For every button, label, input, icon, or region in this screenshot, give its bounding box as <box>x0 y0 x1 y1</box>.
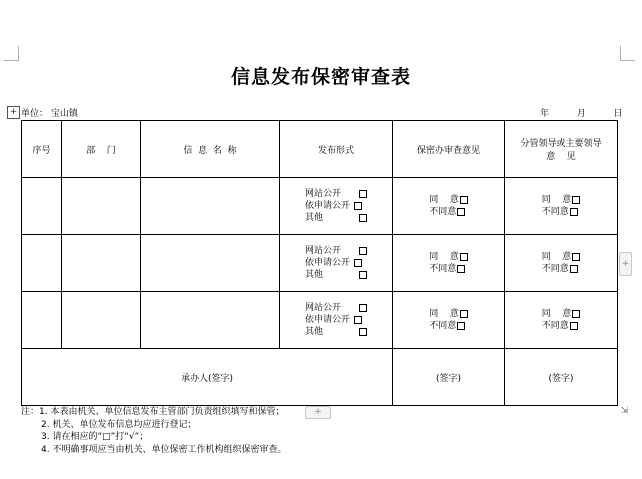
form-option-application[interactable] <box>305 200 367 212</box>
cell-security-opinion[interactable] <box>393 178 505 235</box>
cell-dept[interactable] <box>62 292 141 349</box>
form-options <box>305 188 367 224</box>
header-info-name[interactable]: 信 息 名 称 <box>141 121 280 178</box>
cell-leader-signature[interactable] <box>505 349 618 406</box>
cell-security-opinion[interactable] <box>393 292 505 349</box>
opinion-disagree[interactable] <box>429 320 467 332</box>
opinion-options <box>542 251 580 275</box>
opinion-agree-label: 同 意 <box>541 309 572 319</box>
opinion-disagree-label: 不同意 <box>541 207 569 217</box>
cell-security-opinion[interactable] <box>393 235 505 292</box>
form-option-label: 依申请公开 <box>304 315 350 325</box>
checkbox-icon[interactable] <box>354 259 362 267</box>
form-option-other[interactable] <box>305 212 367 224</box>
checkbox-icon[interactable] <box>359 271 367 279</box>
form-option-label: 其他 <box>304 213 323 223</box>
opinion-disagree-label: 不同意 <box>429 264 457 274</box>
checkbox-icon[interactable] <box>354 316 362 324</box>
cell-form[interactable] <box>280 235 393 292</box>
opinion-agree-label: 同 意 <box>429 252 459 262</box>
checkbox-icon[interactable] <box>570 208 578 216</box>
table-row <box>22 178 618 235</box>
opinion-options <box>429 251 467 275</box>
opinion-disagree-label: 不同意 <box>541 321 569 331</box>
document-title: 信息发布保密审查表 <box>230 66 411 88</box>
form-option-website[interactable] <box>305 245 367 257</box>
checkbox-icon[interactable] <box>572 253 580 261</box>
cell-form[interactable] <box>280 178 393 235</box>
cell-leader-opinion[interactable] <box>505 235 618 292</box>
checkbox-icon[interactable] <box>457 265 465 273</box>
table-row <box>22 292 618 349</box>
cell-leader-opinion[interactable] <box>505 292 618 349</box>
handler-signature-label: 承办人(签字) <box>180 373 234 384</box>
date-year-label: 年 <box>540 109 550 119</box>
cell-form[interactable] <box>280 292 393 349</box>
add-column-button[interactable]: + <box>619 252 632 276</box>
crop-mark-top-right <box>620 46 635 61</box>
form-options <box>305 245 367 281</box>
opinion-disagree[interactable] <box>542 320 580 332</box>
opinion-agree[interactable] <box>542 251 580 263</box>
signature-row <box>22 349 618 406</box>
opinion-agree-label: 同 意 <box>541 195 572 205</box>
form-option-label: 网站公开 <box>304 303 341 313</box>
checkbox-icon[interactable] <box>359 328 367 336</box>
checkbox-icon[interactable] <box>460 310 468 318</box>
form-option-label: 依申请公开 <box>304 258 350 268</box>
cell-info-name[interactable] <box>141 292 280 349</box>
table-header-row <box>22 121 618 178</box>
table-resize-icon[interactable]: ⇲ <box>620 406 629 416</box>
form-option-label: 依申请公开 <box>304 201 350 211</box>
opinion-agree[interactable] <box>429 251 467 263</box>
date-line <box>540 106 623 119</box>
opinion-disagree[interactable] <box>429 263 467 275</box>
opinion-disagree-label: 不同意 <box>541 264 569 274</box>
header-dept[interactable]: 部 门 <box>62 121 141 178</box>
opinion-agree-label: 同 意 <box>541 252 572 262</box>
note-line: 3. 请在相应的“□”打“√”； <box>41 432 149 442</box>
header-leader-opinion[interactable] <box>505 121 618 178</box>
cell-info-name[interactable] <box>141 235 280 292</box>
checkbox-icon[interactable] <box>570 322 578 330</box>
checkbox-icon[interactable] <box>460 196 468 204</box>
opinion-agree-label: 同 意 <box>429 195 459 205</box>
cell-security-signature[interactable] <box>393 349 505 406</box>
cell-seq[interactable] <box>22 178 62 235</box>
opinion-agree[interactable] <box>542 194 580 206</box>
form-option-other[interactable] <box>305 269 367 281</box>
opinion-options <box>429 308 467 332</box>
form-option-other[interactable] <box>305 326 367 338</box>
table-row <box>22 235 618 292</box>
header-leader-opinion-line2: 意 见 <box>546 152 576 162</box>
checkbox-icon[interactable] <box>457 322 465 330</box>
opinion-options <box>542 308 580 332</box>
crop-mark-top-left <box>4 46 19 61</box>
form-option-application[interactable] <box>305 314 367 326</box>
table-move-handle-icon[interactable]: + <box>7 106 20 119</box>
checkbox-icon[interactable] <box>359 214 367 222</box>
opinion-disagree[interactable] <box>429 206 467 218</box>
checkbox-icon[interactable] <box>572 310 580 318</box>
form-option-application[interactable] <box>305 257 367 269</box>
add-row-button[interactable]: + <box>305 406 331 419</box>
cell-dept[interactable] <box>62 235 141 292</box>
opinion-agree[interactable] <box>429 308 467 320</box>
header-leader-opinion-line1: 分管领导或主要领导 <box>520 139 602 149</box>
form-option-label: 网站公开 <box>304 246 341 256</box>
checkbox-icon[interactable] <box>460 253 468 261</box>
opinion-disagree-label: 不同意 <box>429 207 457 217</box>
opinion-options <box>542 194 580 218</box>
security-signature-label: (签字) <box>435 373 462 384</box>
leader-signature-label: (签字) <box>548 373 574 384</box>
cell-handler-signature[interactable] <box>22 349 393 406</box>
opinion-agree[interactable] <box>429 194 467 206</box>
opinion-agree-label: 同 意 <box>429 309 459 319</box>
form-option-label: 网站公开 <box>304 189 341 199</box>
checkbox-icon[interactable] <box>359 190 367 198</box>
form-option-label: 其他 <box>304 270 323 280</box>
opinion-disagree[interactable] <box>542 263 580 275</box>
note-line: 2. 机关、单位发布信息均应进行登记； <box>41 419 197 430</box>
header-form[interactable]: 发布形式 <box>280 121 393 178</box>
unit-label: 单位： 宝山镇 <box>21 109 78 119</box>
note-line: 4. 不明确事项应当由机关、单位保密工作机构组织保密审查。 <box>41 444 287 455</box>
cell-leader-opinion[interactable] <box>505 178 618 235</box>
cell-dept[interactable] <box>62 178 141 235</box>
date-month-label: 月 <box>576 109 586 119</box>
form-option-label: 其他 <box>304 327 323 337</box>
checkbox-icon[interactable] <box>570 265 578 273</box>
opinion-disagree-label: 不同意 <box>429 321 457 331</box>
cell-seq[interactable] <box>22 235 62 292</box>
notes-section <box>21 406 286 456</box>
date-day-label: 日 <box>613 109 623 119</box>
cell-seq[interactable] <box>22 292 62 349</box>
review-table <box>21 120 618 406</box>
header-security-opinion[interactable]: 保密办审查意见 <box>393 121 505 178</box>
note-line: 注：1. 本表由机关、单位信息发布主管部门负责组织填写和保管； <box>21 407 285 417</box>
form-option-website[interactable] <box>305 188 367 200</box>
cell-info-name[interactable] <box>141 178 280 235</box>
opinion-agree[interactable] <box>542 308 580 320</box>
opinion-disagree[interactable] <box>542 206 580 218</box>
form-options <box>305 302 367 338</box>
checkbox-icon[interactable] <box>572 196 580 204</box>
checkbox-icon[interactable] <box>354 202 362 210</box>
checkbox-icon[interactable] <box>359 247 367 255</box>
opinion-options <box>429 194 467 218</box>
checkbox-icon[interactable] <box>457 208 465 216</box>
header-seq[interactable]: 序号 <box>22 121 62 178</box>
checkbox-icon[interactable] <box>359 304 367 312</box>
form-option-website[interactable] <box>305 302 367 314</box>
